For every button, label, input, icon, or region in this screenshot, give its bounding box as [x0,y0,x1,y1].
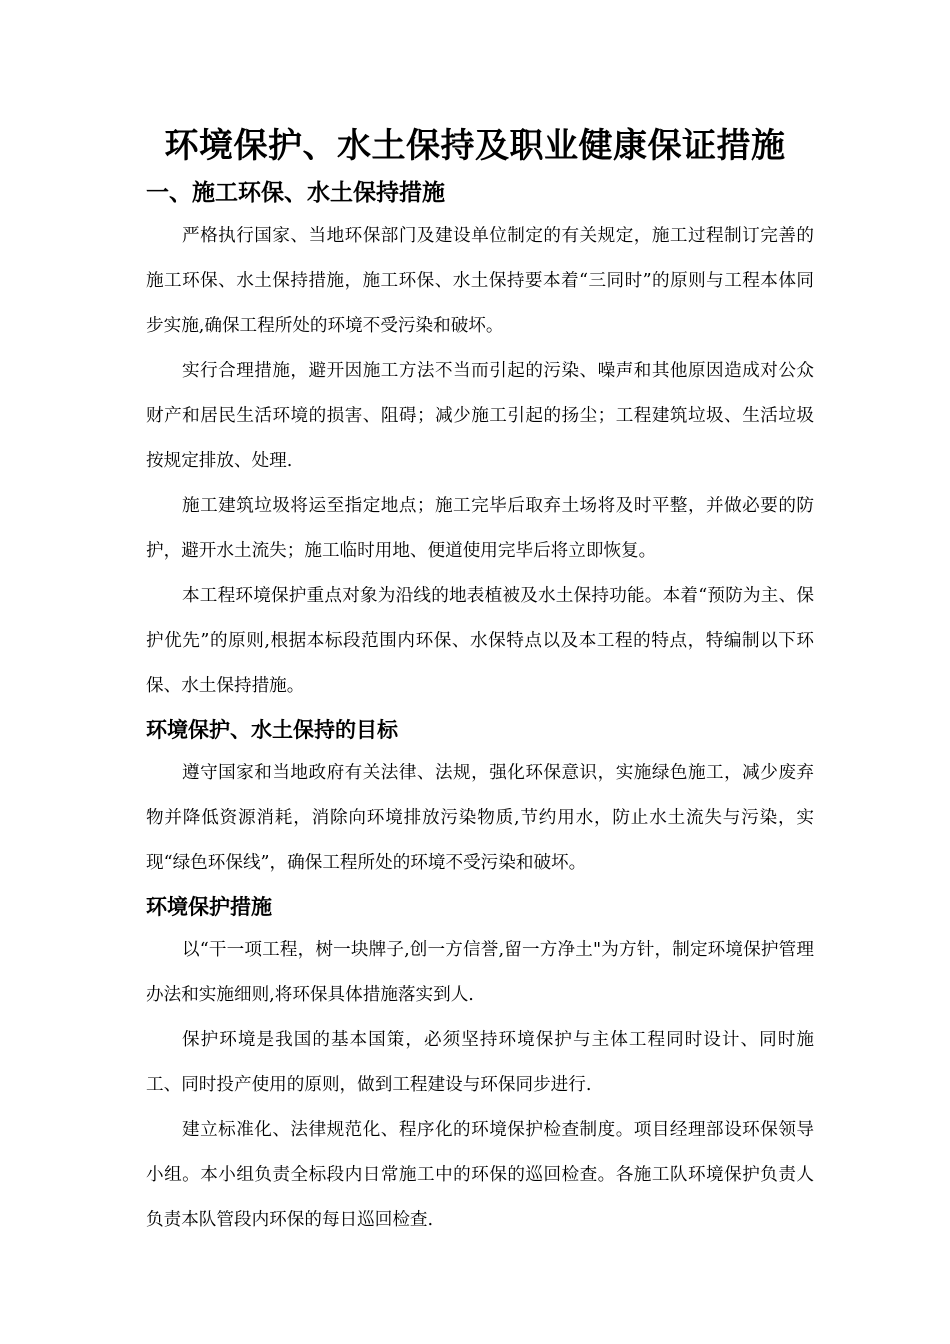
paragraph: 遵守国家和当地政府有关法律、法规，强化环保意识，实施绿色施工，减少废弃物并降低资源消耗，消除向环境排放污染物质,节约用水，防止水土流失与污染，实现“绿色环保线”，确保工程所处的环境不受污染和破坏。 [146,763,814,873]
paragraph: 本工程环境保护重点对象为沿线的地表植被及水土保持功能。本着“预防为主、保护优先”的原则,根据本标段范围内环保、水保特点以及本工程的特点，特编制以下环保、水土保持措施。 [146,586,814,696]
document-title: 环境保护、水土保持及职业健康保证措施 [164,126,786,166]
document-body [146,172,814,1243]
paragraph: 以“干一项工程，树一块牌子,创一方信誉,留一方净土"为方针，制定环境保护管理办法和实施细则,将环保具体措施落实到人. [146,940,814,1005]
paragraph: 保护环境是我国的基本国策，必须坚持环境保护与主体工程同时设计、同时施工、同时投产使用的原则，做到工程建设与环保同步进行. [146,1030,814,1095]
paragraph: 施工建筑垃圾将运至指定地点；施工完毕后取弃土场将及时平整，并做必要的防护，避开水土流失；施工临时用地、便道使用完毕后将立即恢复。 [146,496,814,561]
section-heading-measures: 环境保护措施 [146,895,272,919]
paragraph: 严格执行国家、当地环保部门及建设单位制定的有关规定，施工过程制订完善的施工环保、水土保持措施，施工环保、水土保持要本着“三同时”的原则与工程本体同步实施,确保工程所处的环境不受污染和破坏。 [146,226,814,336]
section-heading-goals: 环境保护、水土保持的目标 [146,718,398,742]
section-heading-construction-environmental: 一、施工环保、水土保持措施 [146,180,445,206]
paragraph: 实行合理措施，避开因施工方法不当而引起的污染、噪声和其他原因造成对公众财产和居民生活环境的损害、阻碍；减少施工引起的扬尘；工程建筑垃圾、生活垃圾按规定排放、处理. [146,361,814,471]
paragraph: 建立标准化、法律规范化、程序化的环境保护检查制度。项目经理部设环保领导小组。本小组负责全标段内日常施工中的环保的巡回检查。各施工队环境保护负责人负责本队管段内环保的每日巡回检查. [146,1120,814,1230]
